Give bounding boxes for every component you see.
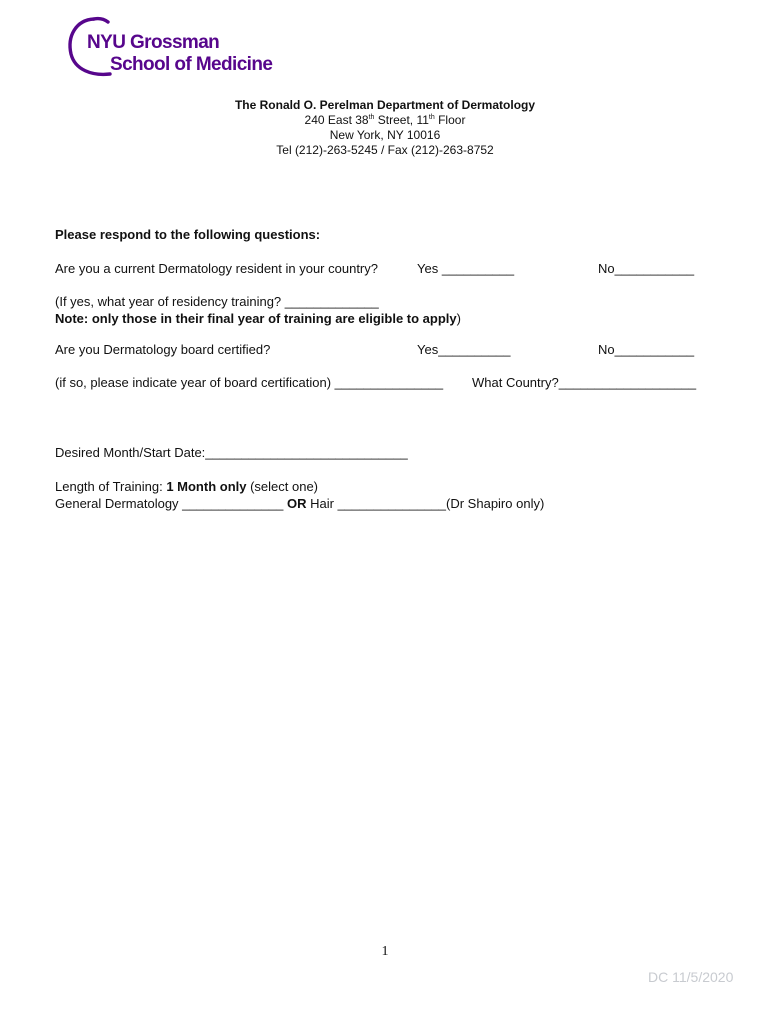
address-suffix: Floor [434, 113, 466, 127]
general-dermatology-field[interactable]: General Dermatology ______________ [55, 496, 288, 511]
residency-year-field[interactable]: (If yes, what year of residency training? _____________ [55, 294, 379, 309]
page-number: 1 [381, 944, 389, 959]
address-sup-2: th [428, 114, 435, 121]
training-type-options [55, 496, 544, 511]
hair-field[interactable]: Hair _______________(Dr Shapiro only) [306, 496, 545, 511]
nyu-logo [66, 14, 296, 80]
logo-text-line1: NYU Grossman [87, 32, 220, 53]
board-cert-year-field[interactable]: (if so, please indicate year of board certification) _______________ [55, 375, 444, 390]
date-stamp: DC 11/5/2020 [648, 969, 734, 985]
questions-heading: Please respond to the following questions: [55, 227, 321, 242]
q2-yes-field[interactable]: Yes__________ [417, 342, 511, 357]
address-line [0, 113, 770, 128]
length-bold: 1 Month only [166, 479, 247, 494]
phone-fax-line: Tel (212)-263-5245 / Fax (212)-263-8752 [276, 143, 494, 157]
department-name: The Ronald O. Perelman Department of Dermatology [234, 98, 536, 112]
q1-no-field[interactable]: No___________ [598, 261, 695, 276]
note-close: ) [456, 311, 461, 326]
address-prefix: 240 East 38 [304, 113, 369, 127]
q2-no-field[interactable]: No___________ [598, 342, 695, 357]
note-bold: Note: only those in their final year of training are eligible to apply [55, 311, 457, 326]
eligibility-note [55, 311, 461, 326]
or-label: OR [287, 496, 307, 511]
length-prefix: Length of Training: [55, 479, 167, 494]
logo-text-line2: School of Medicine [110, 54, 273, 75]
address-sup-1: th [368, 114, 375, 121]
address-mid: Street, 11 [374, 113, 429, 127]
length-suffix: (select one) [246, 479, 319, 494]
department-header [0, 98, 770, 158]
city-line: New York, NY 10016 [329, 128, 441, 142]
q1-yes-field[interactable]: Yes __________ [417, 261, 515, 276]
country-field[interactable]: What Country?___________________ [472, 375, 697, 390]
length-of-training [55, 479, 318, 494]
start-date-field[interactable]: Desired Month/Start Date:____________________________ [55, 445, 408, 460]
q1-question: Are you a current Dermatology resident in your country? [55, 261, 378, 276]
q2-question: Are you Dermatology board certified? [55, 342, 271, 357]
